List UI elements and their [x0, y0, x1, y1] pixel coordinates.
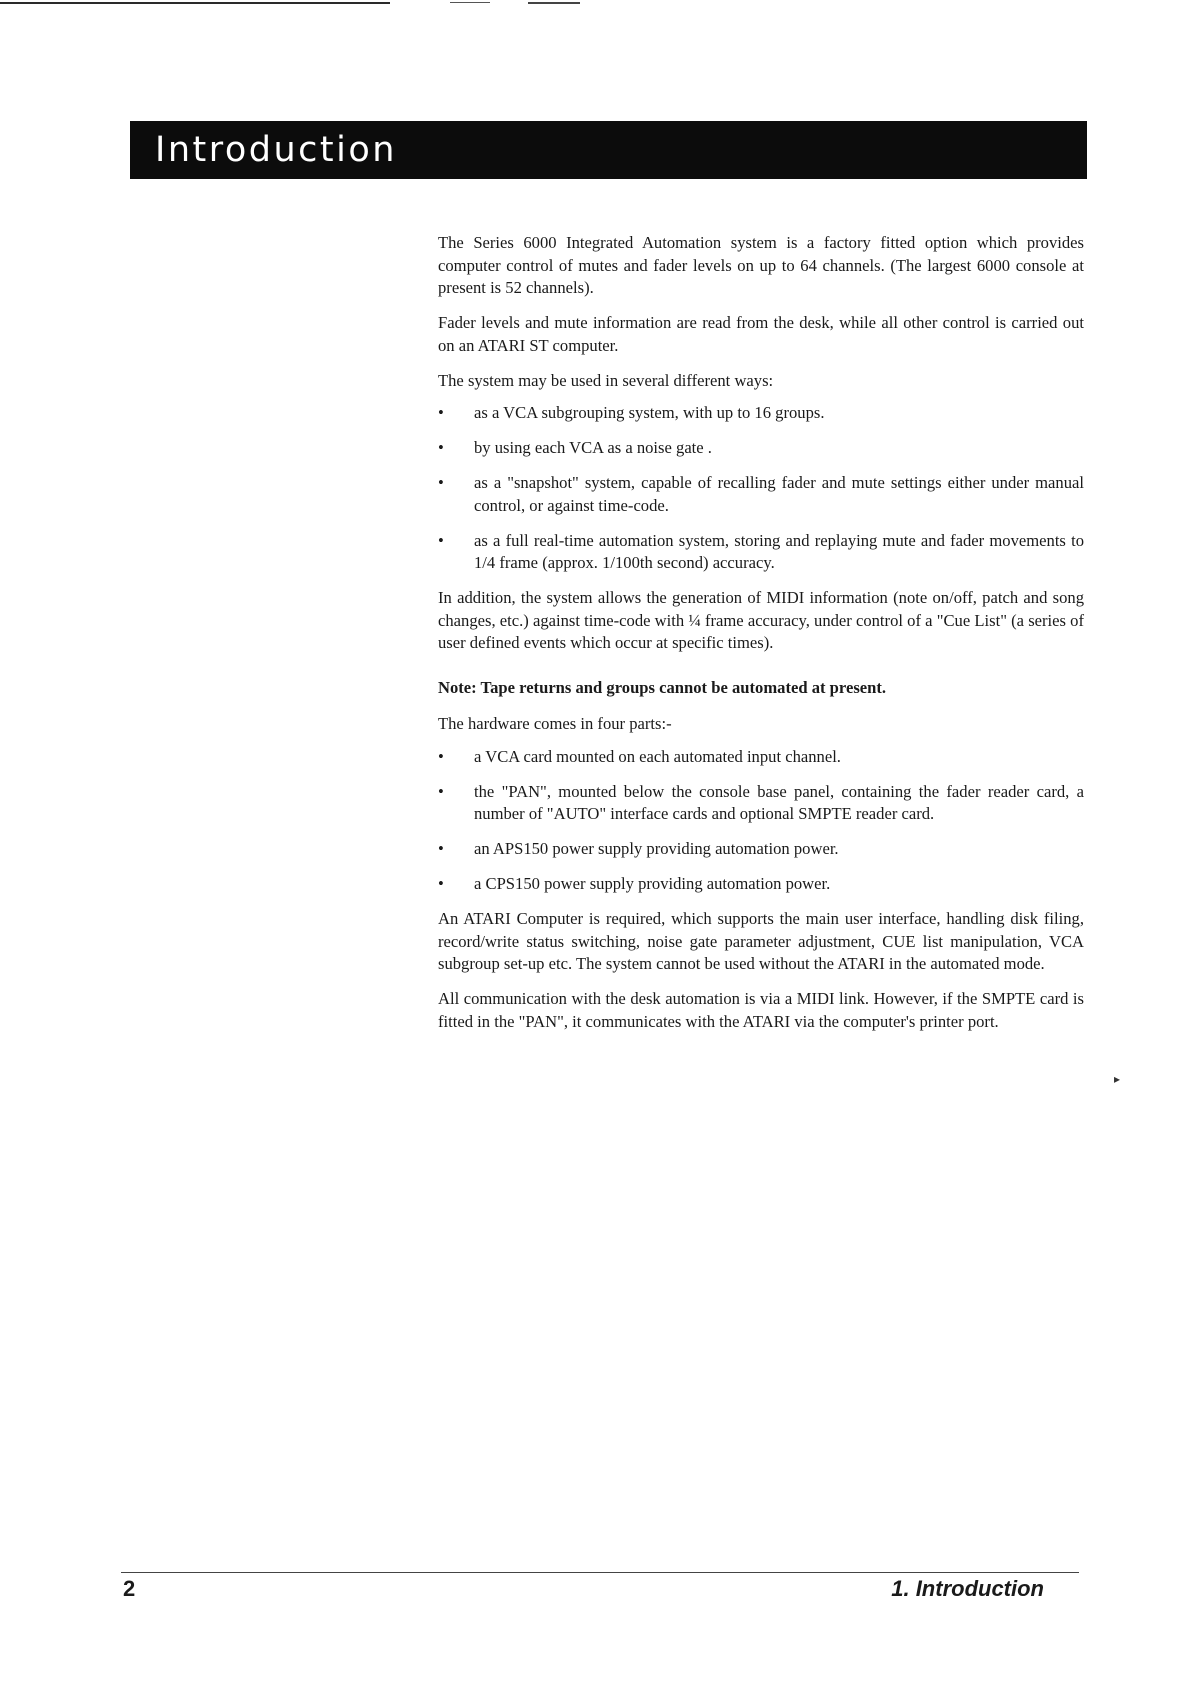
list-item: • as a VCA subgrouping system, with up to 16 groups.: [438, 402, 1084, 425]
bullet-icon: •: [438, 403, 444, 422]
list-item: • an APS150 power supply providing automation power.: [438, 838, 1084, 861]
page-title: Introduction: [155, 130, 397, 170]
note-automation: Note: Tape returns and groups cannot be automated at present.: [438, 677, 887, 697]
list-item: • as a full real-time automation system, storing and replaying mute and fader movements to 1/4 frame (approx. 1/100th second) accuracy.: [438, 530, 1084, 572]
hardware-list: [438, 746, 1084, 896]
scan-mark: ▸: [1114, 1072, 1121, 1086]
paragraph-overview: The Series 6000 Integrated Automation system is a factory fitted option which provides computer control of mutes and fader levels on up to 64 channels. (The largest 6000 console at present is 52 channels).: [438, 233, 1084, 297]
list-item: • a VCA card mounted on each automated input channel.: [438, 746, 1084, 769]
paragraph-atari: An ATARI Computer is required, which supports the main user interface, handling disk filing, record/write status switching, noise gate parameter adjustment, CUE list manipulation, VCA subgroup set-up etc. The system cannot be used without the ATARI in the automated mode.: [438, 909, 1084, 973]
bullet-icon: •: [438, 839, 444, 858]
bullet-icon: •: [438, 781, 444, 801]
list-item: • as a "snapshot" system, capable of recalling fader and mute settings either under manual control, or against time-code.: [438, 473, 1084, 515]
page-number: 2: [123, 1576, 136, 1601]
list-item: • the "PAN", mounted below the console base panel, containing the fader reader card, a number of "AUTO" interface cards and optional SMPTE reader card.: [438, 781, 1084, 823]
list-item: • by using each VCA as a noise gate .: [438, 437, 1084, 460]
title-banner: [130, 121, 1087, 179]
top-scan-rule: [528, 2, 580, 4]
body-text: [438, 232, 1084, 1046]
paragraph-communication: All communication with the desk automation is via a MIDI link. However, if the SMPTE card is fitted in the "PAN", it communicates with the ATARI via the computer's printer port.: [438, 989, 1084, 1031]
list-item: • a CPS150 power supply providing automation power.: [438, 873, 1084, 896]
bullet-icon: •: [438, 438, 444, 457]
paragraph-fader-levels: Fader levels and mute information are read from the desk, while all other control is carried out on an ATARI ST computer.: [438, 313, 1084, 355]
footer-rule: [121, 1572, 1079, 1573]
paragraph-hardware-intro: The hardware comes in four parts:-: [438, 714, 672, 733]
top-scan-rule: [450, 2, 490, 3]
paragraph-midi: In addition, the system allows the generation of MIDI information (note on/off, patch and song changes, etc.) against time-code with ¼ frame accuracy, under control of a "Cue List" (a series of user defined events which occur at specific times).: [438, 588, 1084, 652]
bullet-icon: •: [438, 874, 444, 893]
bullet-icon: •: [438, 473, 444, 492]
bullet-icon: •: [438, 530, 444, 550]
uses-list: [438, 402, 1084, 575]
bullet-icon: •: [438, 746, 444, 766]
top-scan-rule: [0, 2, 390, 4]
paragraph-uses-intro: The system may be used in several different ways:: [438, 370, 774, 390]
chapter-title: 1. Introduction: [891, 1576, 1044, 1601]
